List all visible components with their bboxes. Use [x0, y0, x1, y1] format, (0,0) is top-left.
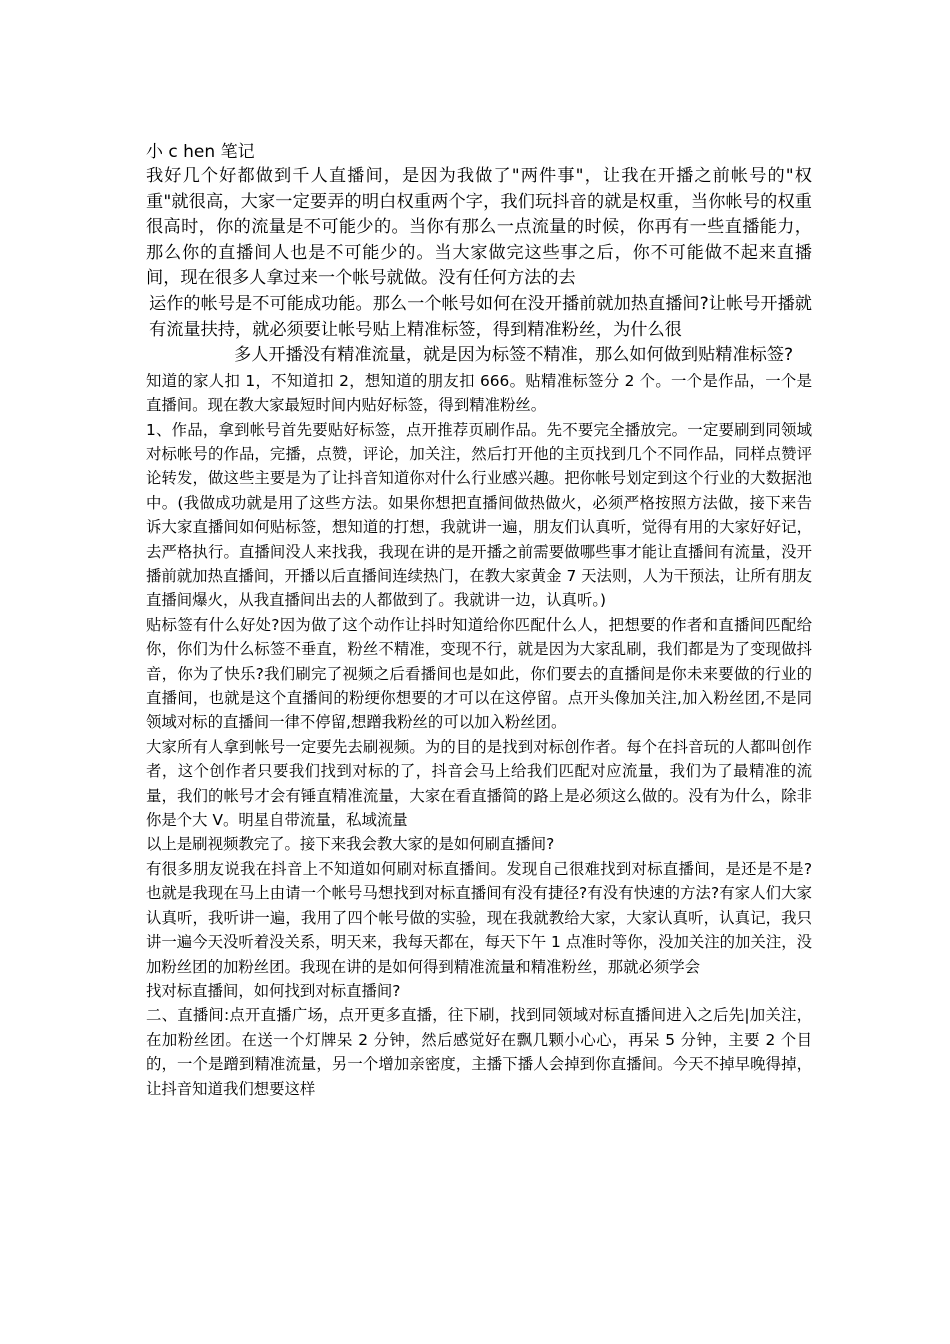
document-page: [146, 140, 812, 1101]
paragraph-tag-benefits: 贴标签有什么好处?因为做了这个动作让抖时知道给你匹配什么人，把想要的作者和直播间匹配给你，你们为什么标签不垂直，粉丝不精准，变现不行，就是因为大家乱刷，我们都是为了变现做抖音，你为了快乐?我们刷完了视频之后看播间也是如此，你们要去的直播间是你未来要做的行业的直播间，也就是这个直播间的粉绠你想要的才可以在这停留。点开头像加关注,加入粉丝团,不是同领域对标的直播间一律不停留,想蹭我粉丝的可以加入粉丝团。: [146, 615, 812, 732]
paragraph-intro: 我好几个好都做到千人直播间，是因为我做了"两件事"，让我在开播之前帐号的"权重"就很高，大家一定要弄的明白权重两个字，我们玩抖音的就是权重，当你帐号的权重很高时，你的流量是不可能少的。当你有那么一点流量的时候，你再有一些直播能力，那么你的直播间人也是不可能少的。当大家做完这些事之后，你不可能做不起来直播间，现在很多人拿过来一个帐号就做。没有任何方法的去: [146, 166, 812, 289]
paragraph-section-works: 1、作品，拿到帐号首先要贴好标签，点开推荐页刷作品。先不要完全播放完。一定要刷到同领域对标帐号的作品，完播，点赞，评论，加关注，然后打开他的主页找到几个不同作品，同样点赞评论转发，做这些主要是为了让抖音知道你对什么行业感兴趣。把你帐号划定到这个行业的大数据池中。(我做成功就是用了这些方法。如果你想把直播间做热做火，必须严格按照方法做，接下来告诉大家直播间如何贴标签，想知道的打想，我就讲一遍，朋友们认真听，觉得有用的大家好好记，去严格执行。直播间没人来找我，我现在讲的是开播之前需要做哪些事才能让直播间有流量，没开播前就加热直播间，开播以后直播间连续热门，在教大家黄金 7 天法则，人为干预法，让所有朋友直播间爆火，从我直播间出去的人都做到了。我就讲一边，认真听。): [146, 420, 812, 610]
paragraph-section-livestream: 二、直播间:点开直播广场，点开更多直播，往下刷，找到同领域对标直播间进入之后先|加关注，在加粉丝团。在送一个灯牌呆 2 分钟，然后感觉好在飘几颗小心心，再呆 5 分钟，主要 2 个目的，一个是蹭到精准流量，另一个增加亲密度，主播下播人会掉到你直播间。今天不掉早晚得掉，让抖音知道我们想要这样: [146, 1006, 812, 1098]
paragraph-find-creators: 大家所有人拿到帐号一定要先去刷视频。为的目的是找到对标创作者。每个在抖音玩的人都叫创作者，这个创作者只要我们找到对标的了，抖音会马上给我们匹配对应流量，我们为了最精准的流量，我们的帐号才会有锤直精准流量，大家在看直播简的路上是必须这么做的。没有为什么，除非你是个大 V。明星自带流量，私域流量: [146, 737, 812, 830]
paragraph-intro-end: 多人开播没有精准流量，就是因为标签不精准，那么如何做到贴精准标签?: [234, 345, 794, 366]
paragraph-tags-overview: 知道的家人扣 1，不知道扣 2，想知道的朋友扣 666。贴精准标签分 2 个。一个是作品，一个是直播间。现在教大家最短时间内贴好标签，得到精准粉丝。: [146, 371, 812, 415]
paragraph-transition: 以上是刷视频教完了。接下来我会教大家的是如何刷直播间?: [146, 835, 555, 854]
document-title: 小 c hen 笔记: [146, 142, 255, 162]
paragraph-intro-cont: 运作的帐号是不可能成功能。那么一个帐号如何在没开播前就加热直播间?让帐号开播就有流量扶持，就必须要让帐号贴上精准标签，得到精准粉丝，为什么很: [149, 293, 812, 340]
paragraph-heading-livestream: 找对标直播间，如何找到对标直播间?: [146, 981, 401, 1000]
paragraph-find-livestreams: 有很多朋友说我在抖音上不知道如何刷对标直播间。发现自己很难找到对标直播间，是还是不是?也就是我现在马上由请一个帐号马想找到对标直播间有没有捷径?有没有快速的方法?有家人们大家认真听，我听讲一遍，我用了四个帐号做的实验，现在我就教给大家，大家认真听，认真记，我只讲一遍今天没听着没关系，明天来，我每天都在，每天下午 1 点准时等你，没加关注的加关注，没加粉丝团的加粉丝团。我现在讲的是如何得到精准流量和精准粉丝，那就必须学会: [146, 859, 812, 976]
